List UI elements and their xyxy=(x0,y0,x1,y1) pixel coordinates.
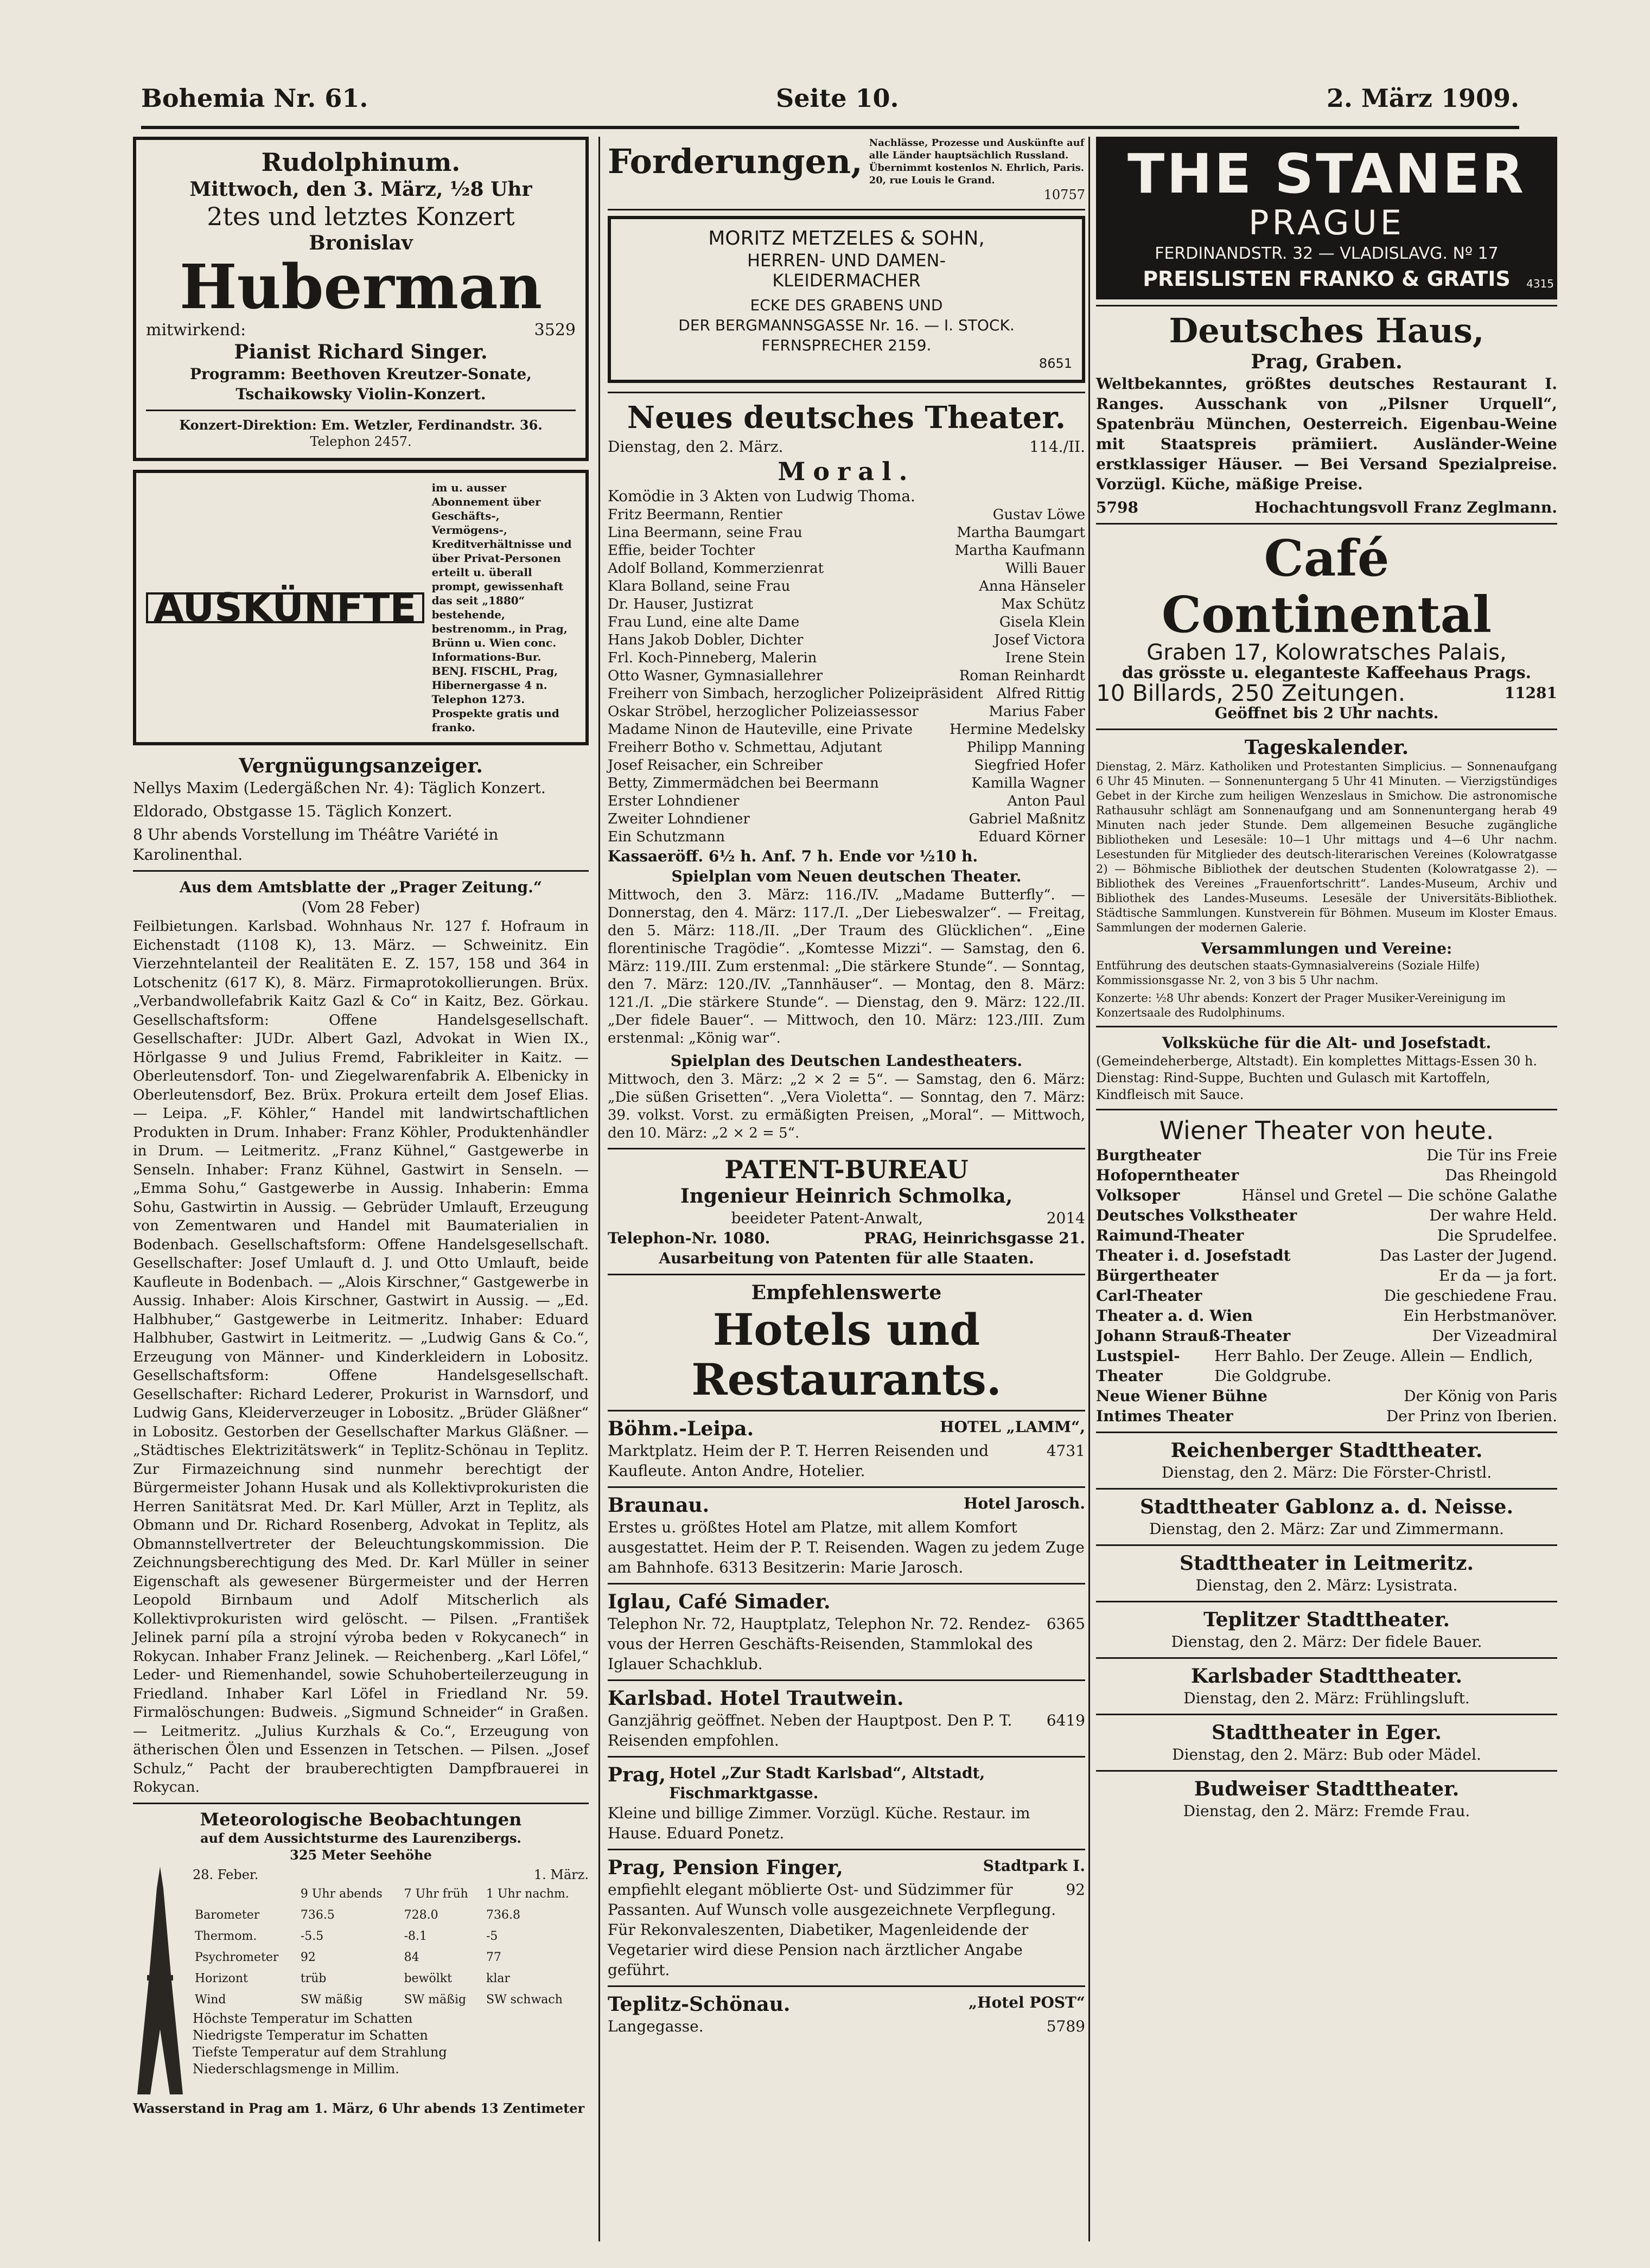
hotel-entry: Teplitz-Schönau. „Hotel POST“ Langegasse. 5789 xyxy=(608,1993,1085,2035)
listing-line: 8 Uhr abends Vorstellung im Théâtre Variété in Karolinenthal. xyxy=(133,826,499,864)
assist-label: mitwirkend: xyxy=(146,321,246,340)
forderungen-title: Forderungen, xyxy=(608,142,863,181)
ad-number: 8651 xyxy=(1039,356,1072,371)
cafe-hours: Geöffnet bis 2 Uhr nachts. xyxy=(1214,704,1439,722)
auskunfte-title: AUSKÜNFTE xyxy=(146,592,424,623)
restaurant-title: Deutsches Haus, xyxy=(1169,311,1485,350)
firm-phone: FERNSPRECHER 2159. xyxy=(761,336,932,354)
cafe-subtitle: das grösste u. eleganteste Kaffeehaus Prags. xyxy=(1122,663,1532,682)
header-issue: Bohemia Nr. 61. xyxy=(141,84,368,113)
staner-address: FERDINANDSTR. 32 — VLADISLAVG. Nº 17 xyxy=(1155,244,1499,263)
column-divider xyxy=(598,137,600,2241)
patent-phone: Telephon-Nr. 1080. xyxy=(608,1229,770,1247)
tageskalender-text: Dienstag, 2. März. Katholiken und Protestanten Simplicius. — Sonnenaufgang 6 Uhr 45 Minuten. — Sonnenuntergang 5 Uhr 41 Minuten. — Vierzigstündiges Gebet in der Kirche zum heiligen Wenzeslaus in Smichow. Die astronomische Rathausuhr schlägt am Sonnenaufgang und am Sonnenuntergang herab 49 Minuten nach jeder Stunde. Dem allgemeinen Besuche zugängliche Bibliotheken und Lesesäle: 10—1 Uhr mittags und 4—6 Uhr nachm. Lesestunden für Mitglieder des deutsch-literarischen Vereines (Kolowratgasse 2) — Böhmische Bibliothek der deutschen Studenten (Kolowratgasse 2). — Bibliothek des Vereines „Frauenfortschritt“. Landes-Museum, Archiv und Bibliothek des Landes-Museums. Lesesäle der Universitäts-Bibliothek. Städtische Sammlungen. Kunstverein für Böhmen. Museum im Kloster Emaus. Sammlungen der modernen Galerie. xyxy=(1096,760,1557,934)
stadttheater-text: Dienstag, den 2. März: Die Förster-Christl. xyxy=(1161,1464,1492,1481)
listing-line: Eldorado, Obstgasse 15. Täglich Konzert. xyxy=(133,802,453,820)
column-right xyxy=(1096,137,1557,1821)
stadttheater-title: Stadttheater Gablonz a. d. Neisse. xyxy=(1140,1496,1513,1518)
cast-row: Oskar Ströbel, herzoglicher Polizeiassessor Marius Faber xyxy=(608,704,1085,720)
volkskueche-subtitle: (Gemeindeherberge, Altstadt). Ein komplettes Mittags-Essen 30 h. xyxy=(1096,1053,1537,1069)
theater-listing: Raimund-Theater Die Sprudelfee. xyxy=(1096,1226,1557,1244)
meteo-title: Meteorologische Beobachtungen xyxy=(200,1809,522,1830)
section-vergnuegung xyxy=(133,754,589,865)
theater-listing: Volksoper Hänsel und Gretel — Die schöne Galathe xyxy=(1096,1186,1557,1204)
venue-title: Rudolphinum. xyxy=(261,148,461,177)
ad-metzeles xyxy=(608,216,1085,383)
cast-row: Erster Lohndiener Anton Paul xyxy=(608,793,1085,809)
cast-row: Freiherr Botho v. Schmettau, Adjutant Philipp Manning xyxy=(608,739,1085,756)
ad-auskunfte xyxy=(133,470,589,745)
artist-name: Huberman xyxy=(179,252,543,323)
patent-subtitle: beeideter Patent-Anwalt, xyxy=(731,1209,923,1227)
section-stadttheater xyxy=(1096,1432,1557,1821)
section-title: Versammlungen und Vereine: xyxy=(1201,940,1452,957)
column-left xyxy=(133,137,589,2117)
meteo-row: Psychrometer 92 84 77 xyxy=(195,1950,501,1964)
ad-rudolphinum xyxy=(133,137,589,461)
section-volkskueche xyxy=(1096,1033,1557,1103)
section-hotels xyxy=(608,1281,1085,2036)
patent-name: Ingenieur Heinrich Schmolka, xyxy=(680,1185,1013,1208)
restaurant-subtitle: Prag, Graben. xyxy=(1251,350,1403,373)
theater-listing: Deutsches Volkstheater Der wahre Held. xyxy=(1096,1206,1557,1224)
cast-row: Hans Jakob Dobler, Dichter Josef Victora xyxy=(608,632,1085,648)
stadttheater-text: Dienstag, den 2. März: Fremde Frau. xyxy=(1183,1802,1470,1820)
cast-row: Fritz Beermann, Rentier Gustav Löwe xyxy=(608,507,1085,523)
cast-row: Ein Schutzmann Eduard Körner xyxy=(608,829,1085,845)
concert-date: Mittwoch, den 3. März, ½8 Uhr xyxy=(189,178,532,201)
theater-title: Neues deutsches Theater. xyxy=(627,400,1066,436)
meteo-extra: Niedrigste Temperatur im Schatten xyxy=(193,2027,428,2043)
theater-listing: Johann Strauß-Theater Der Vizeadmiral xyxy=(1096,1327,1557,1345)
concert-phone: Telephon 2457. xyxy=(310,434,412,449)
meteo-row: Wind SW mäßig SW mäßig SW schwach xyxy=(195,1992,563,2007)
spielplan-text: Mittwoch, den 3. März: 116./IV. „Madame Butterfly“. — Donnerstag, den 4. März: 117./I. „Der Liebeswalzer“. — Freitag, den 5. März: 118./II. „Der Traum des Glücklichen“. „Eine florentinische Tragödie“. „Komtesse Mizzi“. — Samstag, den 6. März: 119./III. Zum erstenmal: „Die stärkere Stunde“. — Sonntag, den 7. März: 120./IV. „Tannhäuser“. — Montag, den 8. März: 121./I. „Die stärkere Stunde“. — Dienstag, den 9. März: 122./II. „Der fidele Bauer“. — Mittwoch, den 10. März: 123./III. Zum erstenmal: „König war“. xyxy=(608,887,1085,1046)
stadttheater-title: Karlsbader Stadttheater. xyxy=(1190,1665,1463,1688)
ad-number: 4315 xyxy=(1526,277,1554,290)
ad-number: 5798 xyxy=(1096,499,1138,516)
spielplan-text: Mittwoch, den 3. März: „2 × 2 = 5“. — Samstag, den 6. März: „Die süßen Grisetten“. „Vera Violetta“. — Sonntag, den 7. März: 39. volkst. Vorst. zu ermäßigten Preisen, „Moral“. — Mittwoch, den 10. März: „2 × 2 = 5“. xyxy=(608,1071,1085,1141)
stadttheater-title: Stadttheater in Leitmeritz. xyxy=(1180,1552,1474,1575)
hotel-entry: Prag, Hotel „Zur Stadt Karlsbad“, Altstadt, Fischmarktgasse. Kleine und billige Zimmer. Vorzügl. Küche. Restaur. im Hause. Eduard Ponetz. xyxy=(608,1764,1030,1842)
meteo-extra: Tiefste Temperatur auf dem Strahlung xyxy=(193,2044,447,2060)
hotel-entry: Iglau, Café Simader. Telephon Nr. 72, Hauptplatz, Telephon Nr. 72. Rendez-vous der Herren Geschäfts-Reisenden, Stammlokal des Iglauer Schachklub. 6365 xyxy=(608,1590,1085,1673)
stadttheater-title: Budweiser Stadttheater. xyxy=(1194,1778,1460,1800)
section-title: Volksküche für die Alt- und Josefstadt. xyxy=(1162,1034,1492,1052)
section-title: Wiener Theater von heute. xyxy=(1159,1116,1494,1145)
volkskueche-text: Dienstag: Rind-Suppe, Buchten und Gulasch mit Kartoffeln, Kindfleisch mit Sauce. xyxy=(1096,1070,1490,1102)
cast-row: Freiherr von Simbach, herzoglicher Polizeipräsident Alfred Rittig xyxy=(608,686,1085,702)
theater-listing: Intimes Theater Der Prinz von Iberien. xyxy=(1096,1407,1557,1425)
meteo-table xyxy=(193,1883,589,2010)
firm-address-1: ECKE DES GRABENS UND xyxy=(750,296,943,314)
page-header xyxy=(141,81,1519,129)
cast-row: Effie, beider Tochter Martha Kaufmann xyxy=(608,542,1085,559)
ad-patent xyxy=(608,1155,1085,1268)
play-description: Komödie in 3 Akten von Ludwig Thoma. xyxy=(608,487,915,505)
patent-address: PRAG, Heinrichsgasse 21. xyxy=(864,1229,1085,1247)
cast-row: Betty, Zimmermädchen bei Beermann Kamilla Wagner xyxy=(608,775,1085,791)
spielplan-title: Spielplan des Deutschen Landestheaters. xyxy=(670,1052,1023,1070)
hotels-title: Hotels und Restaurants. xyxy=(691,1304,1002,1405)
meteo-height: 325 Meter Seehöhe xyxy=(290,1847,432,1863)
cast-row: Madame Ninon de Hauteville, eine Private Hermine Medelsky xyxy=(608,721,1085,738)
play-title: Moral. xyxy=(778,457,915,486)
stadttheater-title: Reichenberger Stadttheater. xyxy=(1170,1439,1483,1462)
cast-row: Lina Beermann, seine Frau Martha Baumgart xyxy=(608,525,1085,541)
firm-line-2: KLEIDERMACHER xyxy=(772,270,921,291)
cast-row: Dr. Hauser, Justizrat Max Schütz xyxy=(608,596,1085,612)
amtsblatt-text: Feilbietungen. Karlsbad. Wohnhaus Nr. 127 f. Hofraum in Eichenstadt (1108 K), 13. März. — Schweinitz. Ein Vierzehntelanteil der Realitäten E. Z. 157, 158 und 364 in Lotschenitz (617 K), 8. März. Firmaprotokollierungen. Brüx. „Verbandwollefabrik Kaitz Gazl & Co“ in Kaitz, Bez. Görkau. Gesellschaftsform: Offene Handelsgesellschaft. Gesellschafter: JUDr. Albert Gazl, Advokat in Wien IX., Hörlgasse 9 und Julius Fremd, Fabrikleiter in Kaitz. — Oberleutensdorf. Ton- und Ziegelwarenfabrik A. Elbenicky in Oberleutensdorf, Bez. Brüx. Prokura erteilt dem Josef Elias. — Leipa. „F. Köhler,“ Handel mit landwirtschaftlichen Produkten in Drum. Inhaber: Franz Köhler, Produktenhändler in Drum. — Leitmeritz. „Franz Kühnel,“ Gastgewerbe in Senseln. Inhaber: Franz Kühnel, Gastwirt in Senseln. — „Emma Sohu,“ Gastgewerbe in Aussig. Inhaberin: Emma Sohu, Gastwirtin in Aussig. — Gebrüder Umlauft, Erzeugung von Zementwaren und Handel mit Baumaterialien in Bodenbach. Gesellschaftsform: Offene Handelsgesellschaft. Gesellschafter: Josef Umlauft d. J. und Otto Umlauft, beide Kaufleute in Bodenbach. — „Alois Kirschner,“ Gastgewerbe in Aussig. Inhaber: Alois Kirschner, Gastwirt in Aussig. — „Ed. Halbhuber,“ Gastgewerbe in Leitmeritz. Inhaber: Eduard Halbhuber, Gastwirt in Leitmeritz. — „Ludwig Gans & Co.“, Erzeugung von Männer- und Kinderkleidern in Lobositz. Gesellschaftsform: Offene Handelsgesellschaft. Gesellschafter: Richard Lederer, Prokurist in Warnsdorf, und Ludwig Gans, Kleiderverzeuger in Lobositz. „Brüder Gläßner“ in Lobositz. Gestorben der Gesellschafter Markus Gläßner. — „Städtisches Elektrizitätswerk“ in Teplitz-Schönau in Teplitz. Zur Firmazeichnung sind nunmehr berechtigt der Bürgermeister Johann Husak und als Kollektivprokuristen die Herren Sanitätsrat Med. Dr. Karl Müller, Arzt in Teplitz, als Obmann und Dr. Richard Rosenberg, Advokat in Teplitz, als Obmannstellvertreter der Beleuchtungskommission. Die Zeichnungsberechtigung des Med. Dr. Karl Müller in seiner Eigenschaft als gewesener Bürgermeister und der Herren Leopold Birnbaum und Adolf Mitscherlich als Kollektivprokuristen wird gelöscht. — Pilsen. „František Jelinek parní píla a strojní výroba beden v Rokycanech“ in Rokycan. Inhaber Franz Jelinek. — Reichenberg. „Karl Löfel,“ Leder- und Riemenhandel, sowie Schuhoberteilerzeugung in Friedland. Inhaber Karl Löfel in Friedland Nr. 59. Firmalöschungen: Budweis. „Sigmund Schneider“ in Graßen. — Leitmeritz. „Julius Kurzhals & Co.“, Erzeugung von ätherischen Ölen und Essenzen in Tetschen. — Pilsen. „Josef Schulz,“ Pacht der brauberechtigten Dampfbrauerei in Rokycan. xyxy=(133,918,589,1796)
auskunfte-text: im u. ausser Abonnement über Geschäfts-, Vermögens-, Kreditverhältnisse und über Privat-Personen erteilt u. überall prompt, gewissenhaft das seit „1880“ bestehende, bestrenomm., in Prag, Brünn u. Wien conc. Informations-Bur. BENJ. FISCHL, Prag, Hibernergasse 4 n. Telephon 1273. Prospekte gratis und franko. xyxy=(431,481,572,734)
meteo-col: 9 Uhr abends xyxy=(300,1887,383,1901)
theater-listing: Bürgertheater Er da — ja fort. xyxy=(1096,1267,1557,1285)
meteo-col: 7 Uhr früh xyxy=(404,1887,468,1901)
column-divider xyxy=(1088,137,1090,2241)
meteo-row: Horizont trüb bewölkt klar xyxy=(195,1971,510,1985)
theater-listing: Neue Wiener Bühne Der König von Paris xyxy=(1096,1387,1557,1405)
concert-title: 2tes und letztes Konzert xyxy=(207,202,515,231)
ad-number: 2014 xyxy=(1046,1209,1085,1227)
staner-title: THE STANER xyxy=(1127,142,1526,206)
restaurant-signature: Hochachtungsvoll Franz Zeglmann. xyxy=(1254,499,1557,516)
stadttheater-text: Dienstag, den 2. März: Frühlingsluft. xyxy=(1183,1689,1470,1707)
ad-deutsches-haus xyxy=(1096,312,1557,518)
section-subtitle: (Vom 28 Feber) xyxy=(301,898,421,916)
meteo-date: 1. März. xyxy=(533,1867,589,1882)
cafe-billiards: 10 Billards, 250 Zeitungen. xyxy=(1096,680,1406,706)
ad-cafe-continental xyxy=(1096,530,1557,723)
staner-tagline: PREISLISTEN FRANKO & GRATIS xyxy=(1143,267,1511,291)
meteo-row: Barometer 736.5 728.0 736.8 xyxy=(195,1908,520,1922)
spielplan-title: Spielplan vom Neuen deutschen Theater. xyxy=(671,867,1022,885)
theater-listing: Lustspiel-Theater Herr Bahlo. Der Zeuge. Allein — Endlich, Die Goldgrube. xyxy=(1096,1347,1533,1385)
meteo-extra: Höchste Temperatur im Schatten xyxy=(193,2010,413,2026)
cast-row: Otto Wasner, Gymnasiallehrer Roman Reinhardt xyxy=(608,668,1085,684)
konzerte-text: Konzerte: ½8 Uhr abends: Konzert der Prager Musiker-Vereinigung im Konzertsaale des Rudolphinums. xyxy=(1096,992,1506,1019)
theater-times: Kassaeröff. 6½ h. Anf. 7 h. Ende vor ½10 h. xyxy=(608,847,978,865)
theater-number: 114./II. xyxy=(1029,438,1085,456)
meteo-col: 1 Uhr nachm. xyxy=(486,1887,569,1901)
restaurant-text: Weltbekanntes, größtes deutsches Restaurant I. Ranges. Ausschank von „Pilsner Urquell“, Spatenbräu München, Oesterreich. Eigenbau-Weine mit Staatspreis prämiiert. Ausländer-Weine erstklassiger Häuser. — Bei Versand Spezialpreise. Vorzügl. Küche, mäßige Preise. xyxy=(1096,375,1557,493)
header-page: Seite 10. xyxy=(776,84,899,113)
cast-row: Adolf Bolland, Kommerzienrat Willi Bauer xyxy=(608,560,1085,577)
ad-staner xyxy=(1096,137,1557,299)
hotels-kicker: Empfehlenswerte xyxy=(751,1281,942,1304)
meteo-row: Thermom. -5.5 -8.1 -5 xyxy=(195,1929,498,1943)
forderungen-number: 10757 xyxy=(1043,187,1085,202)
program-line-2: Tschaikowsky Violin-Konzert. xyxy=(235,385,486,403)
firm-name: MORITZ METZELES & SOHN, xyxy=(708,227,985,250)
versammlungen-text: Entführung des deutschen staats-Gymnasialvereins (Soziale Hilfe) Kommissionsgasse Nr. 2, von 3 bis 5 Uhr nachm. xyxy=(1096,959,1480,987)
cast-row: Zweiter Lohndiener Gabriel Maßnitz xyxy=(608,811,1085,827)
meteo-date: 28. Feber. xyxy=(193,1867,259,1882)
cafe-address: Graben 17, Kolowratsches Palais, xyxy=(1146,640,1507,665)
section-amtsblatt xyxy=(133,877,589,1797)
program-line-1: Programm: Beethoven Kreutzer-Sonate, xyxy=(190,365,532,383)
hotel-entry: Karlsbad. Hotel Trautwein. Ganzjährig geöffnet. Neben der Hauptpost. Den P. T. Reisenden empfohlen. 6419 xyxy=(608,1687,1085,1749)
theater-listing: Theater i. d. Josefstadt Das Laster der Jugend. xyxy=(1096,1247,1557,1264)
cafe-title: Café Continental xyxy=(1161,529,1492,644)
section-meteo xyxy=(133,1810,589,2117)
concert-direction: Konzert-Direktion: Em. Wetzler, Ferdinandstr. 36. xyxy=(179,417,543,433)
meteo-footer: Wasserstand in Prag am 1. März, 6 Uhr abends 13 Zentimeter xyxy=(133,2100,585,2116)
hotel-entry: Braunau. Hotel Jarosch. Erstes u. größtes Hotel am Platze, mit allem Komfort ausgestattet. Heim der P. T. Reisenden. Wagen zu jedem Zuge am Bahnhofe. 6313 Besitzerin: Marie Jarosch. xyxy=(608,1494,1085,1576)
pianist: Pianist Richard Singer. xyxy=(234,341,488,363)
theater-listing: Hofoperntheater Das Rheingold xyxy=(1096,1166,1557,1184)
column-middle xyxy=(608,137,1085,2036)
cast-row: Josef Reisacher, ein Schreiber Siegfried Hofer xyxy=(608,757,1085,774)
ad-number: 3529 xyxy=(534,321,576,340)
section-title: Tageskalender. xyxy=(1244,736,1409,759)
listing-line: Nellys Maxim (Ledergäßchen Nr. 4): Täglich Konzert. xyxy=(133,779,546,797)
hotel-entry: Böhm.-Leipa. HOTEL „LAMM“, Marktplatz. Heim der P. T. Herren Reisenden und Kaufleute. Anton Andre, Hotelier. 4731 xyxy=(608,1417,1085,1480)
cast-row: Klara Bolland, seine Frau Anna Hänseler xyxy=(608,578,1085,595)
cast-row: Frau Lund, eine alte Dame Gisela Klein xyxy=(608,614,1085,630)
artist-first-name: Bronislav xyxy=(309,232,413,254)
section-theater xyxy=(608,399,1085,1142)
section-title: Aus dem Amtsblatte der „Prager Zeitung.“ xyxy=(179,878,542,896)
stadttheater-text: Dienstag, den 2. März: Zar und Zimmermann. xyxy=(1149,1520,1504,1538)
firm-line-1: HERREN- UND DAMEN- xyxy=(747,250,946,271)
forderungen-text: Nachlässe, Prozesse und Auskünfte auf alle Länder hauptsächlich Russland. Übernimmt kostenlos N. Ehrlich, Paris. 20, rue Louis le Grand. xyxy=(869,137,1085,186)
stadttheater-text: Dienstag, den 2. März: Der fidele Bauer. xyxy=(1171,1633,1482,1651)
cast-list xyxy=(608,506,1085,846)
stadttheater-title: Teplitzer Stadttheater. xyxy=(1203,1608,1450,1631)
section-wiener-theater xyxy=(1096,1116,1557,1426)
theater-listing: Carl-Theater Die geschiedene Frau. xyxy=(1096,1287,1557,1305)
section-title: Vergnügungsanzeiger. xyxy=(239,755,483,777)
header-date: 2. März 1909. xyxy=(1326,84,1519,113)
eiffel-tower-illustration xyxy=(133,1867,187,2100)
stadttheater-text: Dienstag, den 2. März: Lysistrata. xyxy=(1195,1576,1458,1594)
firm-address-2: DER BERGMANNSGASSE Nr. 16. — I. STOCK. xyxy=(678,316,1015,334)
hotel-entry: Prag, Pension Finger, Stadtpark I. empfiehlt elegant möblierte Ost- und Südzimmer für Passanten. Auf Wunsch volle ausgezeichnete Verpflegung. Für Rekonvaleszenten, Diabetiker, Magenleidende der Vegetarier wird diese Pension nach ärztlicher Angabe geführt. 92 xyxy=(608,1856,1085,1979)
cast-row: Frl. Koch-Pinneberg, Malerin Irene Stein xyxy=(608,650,1085,666)
ad-forderungen xyxy=(608,137,1085,187)
ad-number: 11281 xyxy=(1504,684,1557,702)
theater-listing: Burgtheater Die Tür ins Freie xyxy=(1096,1146,1557,1164)
patent-title: PATENT-BUREAU xyxy=(724,1155,969,1184)
theater-date: Dienstag, den 2. März. xyxy=(608,438,783,456)
staner-city: PRAGUE xyxy=(1248,203,1405,242)
stadttheater-title: Stadttheater in Eger. xyxy=(1212,1721,1442,1744)
theater-listing: Theater a. d. Wien Ein Herbstmanöver. xyxy=(1096,1307,1557,1325)
meteo-extra: Niederschlagsmenge in Millim. xyxy=(193,2061,399,2077)
section-tageskalender xyxy=(1096,736,1557,1020)
patent-text: Ausarbeitung von Patenten für alle Staaten. xyxy=(659,1249,1034,1267)
meteo-subtitle: auf dem Aussichtsturme des Laurenzibergs. xyxy=(200,1830,521,1846)
stadttheater-text: Dienstag, den 2. März: Bub oder Mädel. xyxy=(1172,1746,1481,1764)
